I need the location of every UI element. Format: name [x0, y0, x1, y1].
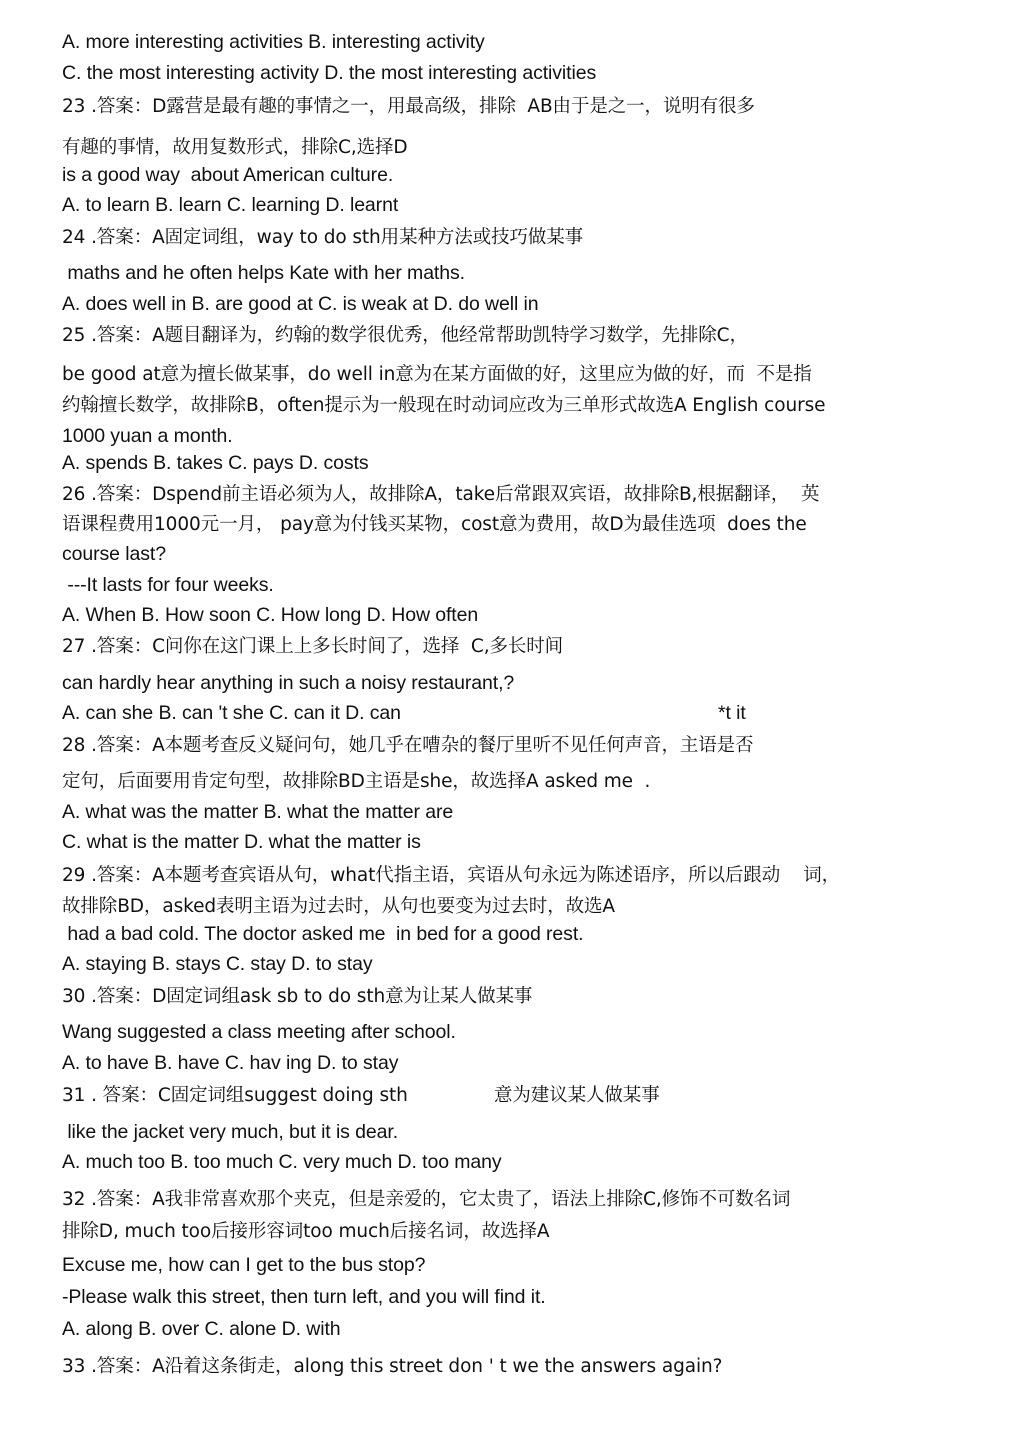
- text-line: ---It lasts for four weeks.: [62, 574, 274, 596]
- answer-line: 24 .答案：A固定词组，way to do sth用某种方法或技巧做某事: [62, 227, 584, 248]
- text-line: is a good way about American culture.: [62, 164, 394, 186]
- text-line-fragment: *t it: [718, 702, 746, 724]
- text-line: A. much too B. too much C. very much D. too many: [62, 1151, 502, 1173]
- text-line: A. staying B. stays C. stay D. to stay: [62, 953, 373, 975]
- text-line: C. what is the matter D. what the matter is: [62, 831, 421, 853]
- text-line: Excuse me, how can I get to the bus stop?: [62, 1254, 426, 1276]
- text-line: can hardly hear anything in such a noisy restaurant,?: [62, 672, 515, 694]
- answer-line: 26 .答案：Dspend前主语必须为人，故排除A，take后常跟双宾语，故排除B,根据翻译， 英: [62, 484, 820, 505]
- text-line: C. the most interesting activity D. the most interesting activities: [62, 62, 597, 84]
- text-line: Wang suggested a class meeting after school.: [62, 1021, 456, 1043]
- text-line: A. what was the matter B. what the matter are: [62, 801, 454, 823]
- answer-line: 25 .答案：A题目翻译为，约翰的数学很优秀，他经常帮助凯特学习数学，先排除C，: [62, 325, 748, 346]
- answer-line: 28 .答案：A本题考查反义疑问句，她几乎在嘈杂的餐厅里听不见任何声音，主语是否: [62, 735, 754, 756]
- answer-line: 语课程费用1000元一月， pay意为付钱买某物，cost意为费用，故D为最佳选项 does the: [62, 514, 807, 535]
- text-line: like the jacket very much, but it is dear.: [62, 1121, 399, 1143]
- text-line: -Please walk this street, then turn left, and you will find it.: [62, 1286, 546, 1308]
- text-line: A. spends B. takes C. pays D. costs: [62, 452, 369, 474]
- text-line: course last?: [62, 543, 166, 565]
- text-line: A. does well in B. are good at C. is weak at D. do well in: [62, 293, 539, 315]
- answer-line: 30 .答案：D固定词组ask sb to do sth意为让某人做某事: [62, 986, 533, 1007]
- text-line: A. When B. How soon C. How long D. How often: [62, 604, 479, 626]
- answer-line: 23 .答案：D露营是最有趣的事情之一，用最高级，排除 AB由于是之一，说明有很多: [62, 96, 755, 117]
- text-line: A. to learn B. learn C. learning D. learnt: [62, 194, 399, 216]
- answer-line: 27 .答案：C问你在这门课上上多长时间了，选择 C,多长时间: [62, 636, 564, 657]
- text-line: A. can she B. can 't she C. can it D. can: [62, 702, 401, 724]
- text-line: maths and he often helps Kate with her maths.: [62, 262, 465, 284]
- answer-line: 29 .答案：A本题考查宾语从句，what代指主语，宾语从句永远为陈述语序，所以后跟动 词，: [62, 865, 841, 886]
- answer-line: 排除D, much too后接形容词too much后接名词，故选择A: [62, 1221, 550, 1242]
- answer-line: 31 . 答案：C固定词组suggest doing sth: [62, 1085, 408, 1106]
- answer-line: 约翰擅长数学，故排除B，often提示为一般现在时动词应改为三单形式故选A English course: [62, 395, 826, 416]
- answer-line: 33 .答案：A沿着这条街走，along this street don ' t we the answers again?: [62, 1356, 723, 1377]
- answer-line: 32 .答案：A我非常喜欢那个夹克，但是亲爱的，它太贵了，语法上排除C,修饰不可数名词: [62, 1189, 791, 1210]
- text-line: had a bad cold. The doctor asked me in bed for a good rest.: [62, 923, 584, 945]
- answer-line: 定句，后面要用肯定句型，故排除BD主语是she，故选择A asked me .: [62, 771, 651, 792]
- text-line: A. more interesting activities B. interesting activity: [62, 31, 485, 53]
- text-line: 1000 yuan a month.: [62, 425, 233, 447]
- text-line: A. along B. over C. alone D. with: [62, 1318, 341, 1340]
- answer-line-fragment: 意为建议某人做某事: [494, 1085, 660, 1106]
- answer-line: 故排除BD，asked表明主语为过去时，从句也要变为过去时，故选A: [62, 896, 615, 917]
- text-line: A. to have B. have C. hav ing D. to stay: [62, 1052, 399, 1074]
- answer-line: 有趣的事情，故用复数形式，排除C,选择D: [62, 137, 408, 158]
- answer-line: be good at意为擅长做某事，do well in意为在某方面做的好，这里应为做的好，而 不是指: [62, 364, 812, 385]
